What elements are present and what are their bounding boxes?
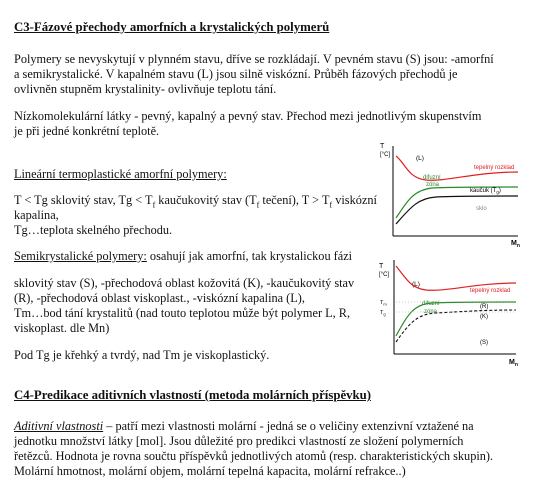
zone-label-1: difuzní — [423, 175, 441, 181]
tick-tg: $T_g$ — [380, 310, 386, 317]
c4-line-1: Aditivní vlastnosti – patří mezi vlastnosti molární - jedná se o veličiny extenzivní vztažené na — [14, 419, 474, 433]
lowmol-line-2: je při jedné konkrétní teplotě. — [14, 124, 160, 138]
diagram-amorphous — [378, 140, 528, 248]
semicrystalline-line-1: sklovitý stav (S), -přechodová oblast kožovitá (K), -kaučukovitý stav — [14, 276, 355, 290]
intro-line-1: Polymery se nevyskytují v plynném stavu, dříve se rozkládají. V pevném stavu (S) jsou: -amorfní — [14, 52, 494, 66]
amorphous-title: Lineární termoplastické amorfní polymery: — [14, 167, 227, 181]
glass-label: sklo — [476, 206, 487, 212]
x-axis-label: $M_n$ — [509, 359, 518, 368]
amorphous-line-3: Tg…teplota skelného přechodu. — [14, 223, 173, 237]
tick-tm: $T_m$ — [380, 300, 387, 307]
x-axis-label: $M_n$ — [511, 240, 520, 248]
region-label-L: (L) — [416, 155, 424, 162]
decomposition-label: tepelný rozklad — [474, 165, 515, 171]
semicrystalline-line-3: Tm…bod tání krystalitů (nad touto teplotou může být polymer L, R, — [14, 306, 351, 320]
decomposition-curve — [396, 266, 516, 290]
semicrystalline-line-4: viskoplast. dle Mn) — [14, 321, 110, 335]
y-axis-label: T — [379, 263, 384, 270]
y-axis-unit: [°C] — [380, 152, 391, 158]
c4-term: Aditivní vlastnosti — [14, 419, 104, 433]
semicrystalline-note: Pod Tg je křehký a tvrdý, nad Tm je viskoplastický. — [14, 348, 270, 362]
melting-curve — [396, 310, 516, 342]
zone-label-2: zóna — [424, 309, 438, 315]
semicrystalline-title-line: Semikrystalické polymery: osahují jak amorfní, tak krystalickou fázi — [14, 249, 353, 263]
y-axis-label: T — [380, 143, 385, 150]
region-label-S: (S) — [480, 340, 488, 346]
diagram-semicrystalline — [376, 256, 530, 368]
diffusion-zone-curve — [396, 302, 516, 336]
decomposition-label: tepelný rozklad — [470, 288, 511, 294]
amorphous-line-2: kapalina, — [14, 208, 59, 222]
region-label-K: (K) — [480, 314, 488, 320]
region-label-R: (R) — [480, 304, 489, 310]
glass-transition-curve — [396, 196, 518, 224]
intro-line-2: a semikrystalické. V kapalném stavu (L) jsou silně viskózní. Průběh fázových přechodů je — [14, 67, 458, 81]
semicrystalline-line-2: (R), -přechodová oblast viskoplast., -viskózní kapalina (L), — [14, 291, 305, 305]
c4-line-4: Molární hmotnost, molární objem, molární tepelná kapacita, molární refrakce..) — [14, 464, 406, 478]
section-c4-heading: C4-Predikace aditivních vlastností (metoda molárních příspěvku) — [14, 388, 372, 402]
intro-line-3: ovlivněn stupněm krystalinity- ovlivňuje teplotu tání. — [14, 82, 277, 96]
semicrystalline-title: Semikrystalické polymery: — [14, 249, 147, 263]
zone-label-1: difuzní — [422, 301, 440, 307]
c4-line-2: jednotku množství látky [mol]. Jsou důležité pro predikci vlastností ze složení polymerních — [14, 434, 464, 448]
zone-label-2: zóna — [426, 182, 440, 188]
region-label-L: (L) — [412, 281, 420, 288]
section-c3-heading: C3-Fázové přechody amorfních a krystalických polymerů — [14, 20, 330, 34]
amorphous-line-1: T < Tg sklovitý stav, $Tg < T_f$ kaučukovitý stav ($T_f$ tečení), $T > T_f$ viskózní — [14, 193, 377, 210]
y-axis-unit: [°C] — [379, 272, 390, 278]
rubber-label: kaučuk $(T_g)$ — [470, 188, 501, 195]
lowmol-line-1: Nízkomolekulární látky - pevný, kapalný a pevný stav. Přechod mezi jednotlivým skupenstvím — [14, 109, 482, 123]
c4-line-3: řetězců. Hodnota je rovna součtu příspěvků jednotlivých atomů (resp. charakteristických skupin). — [14, 449, 494, 463]
